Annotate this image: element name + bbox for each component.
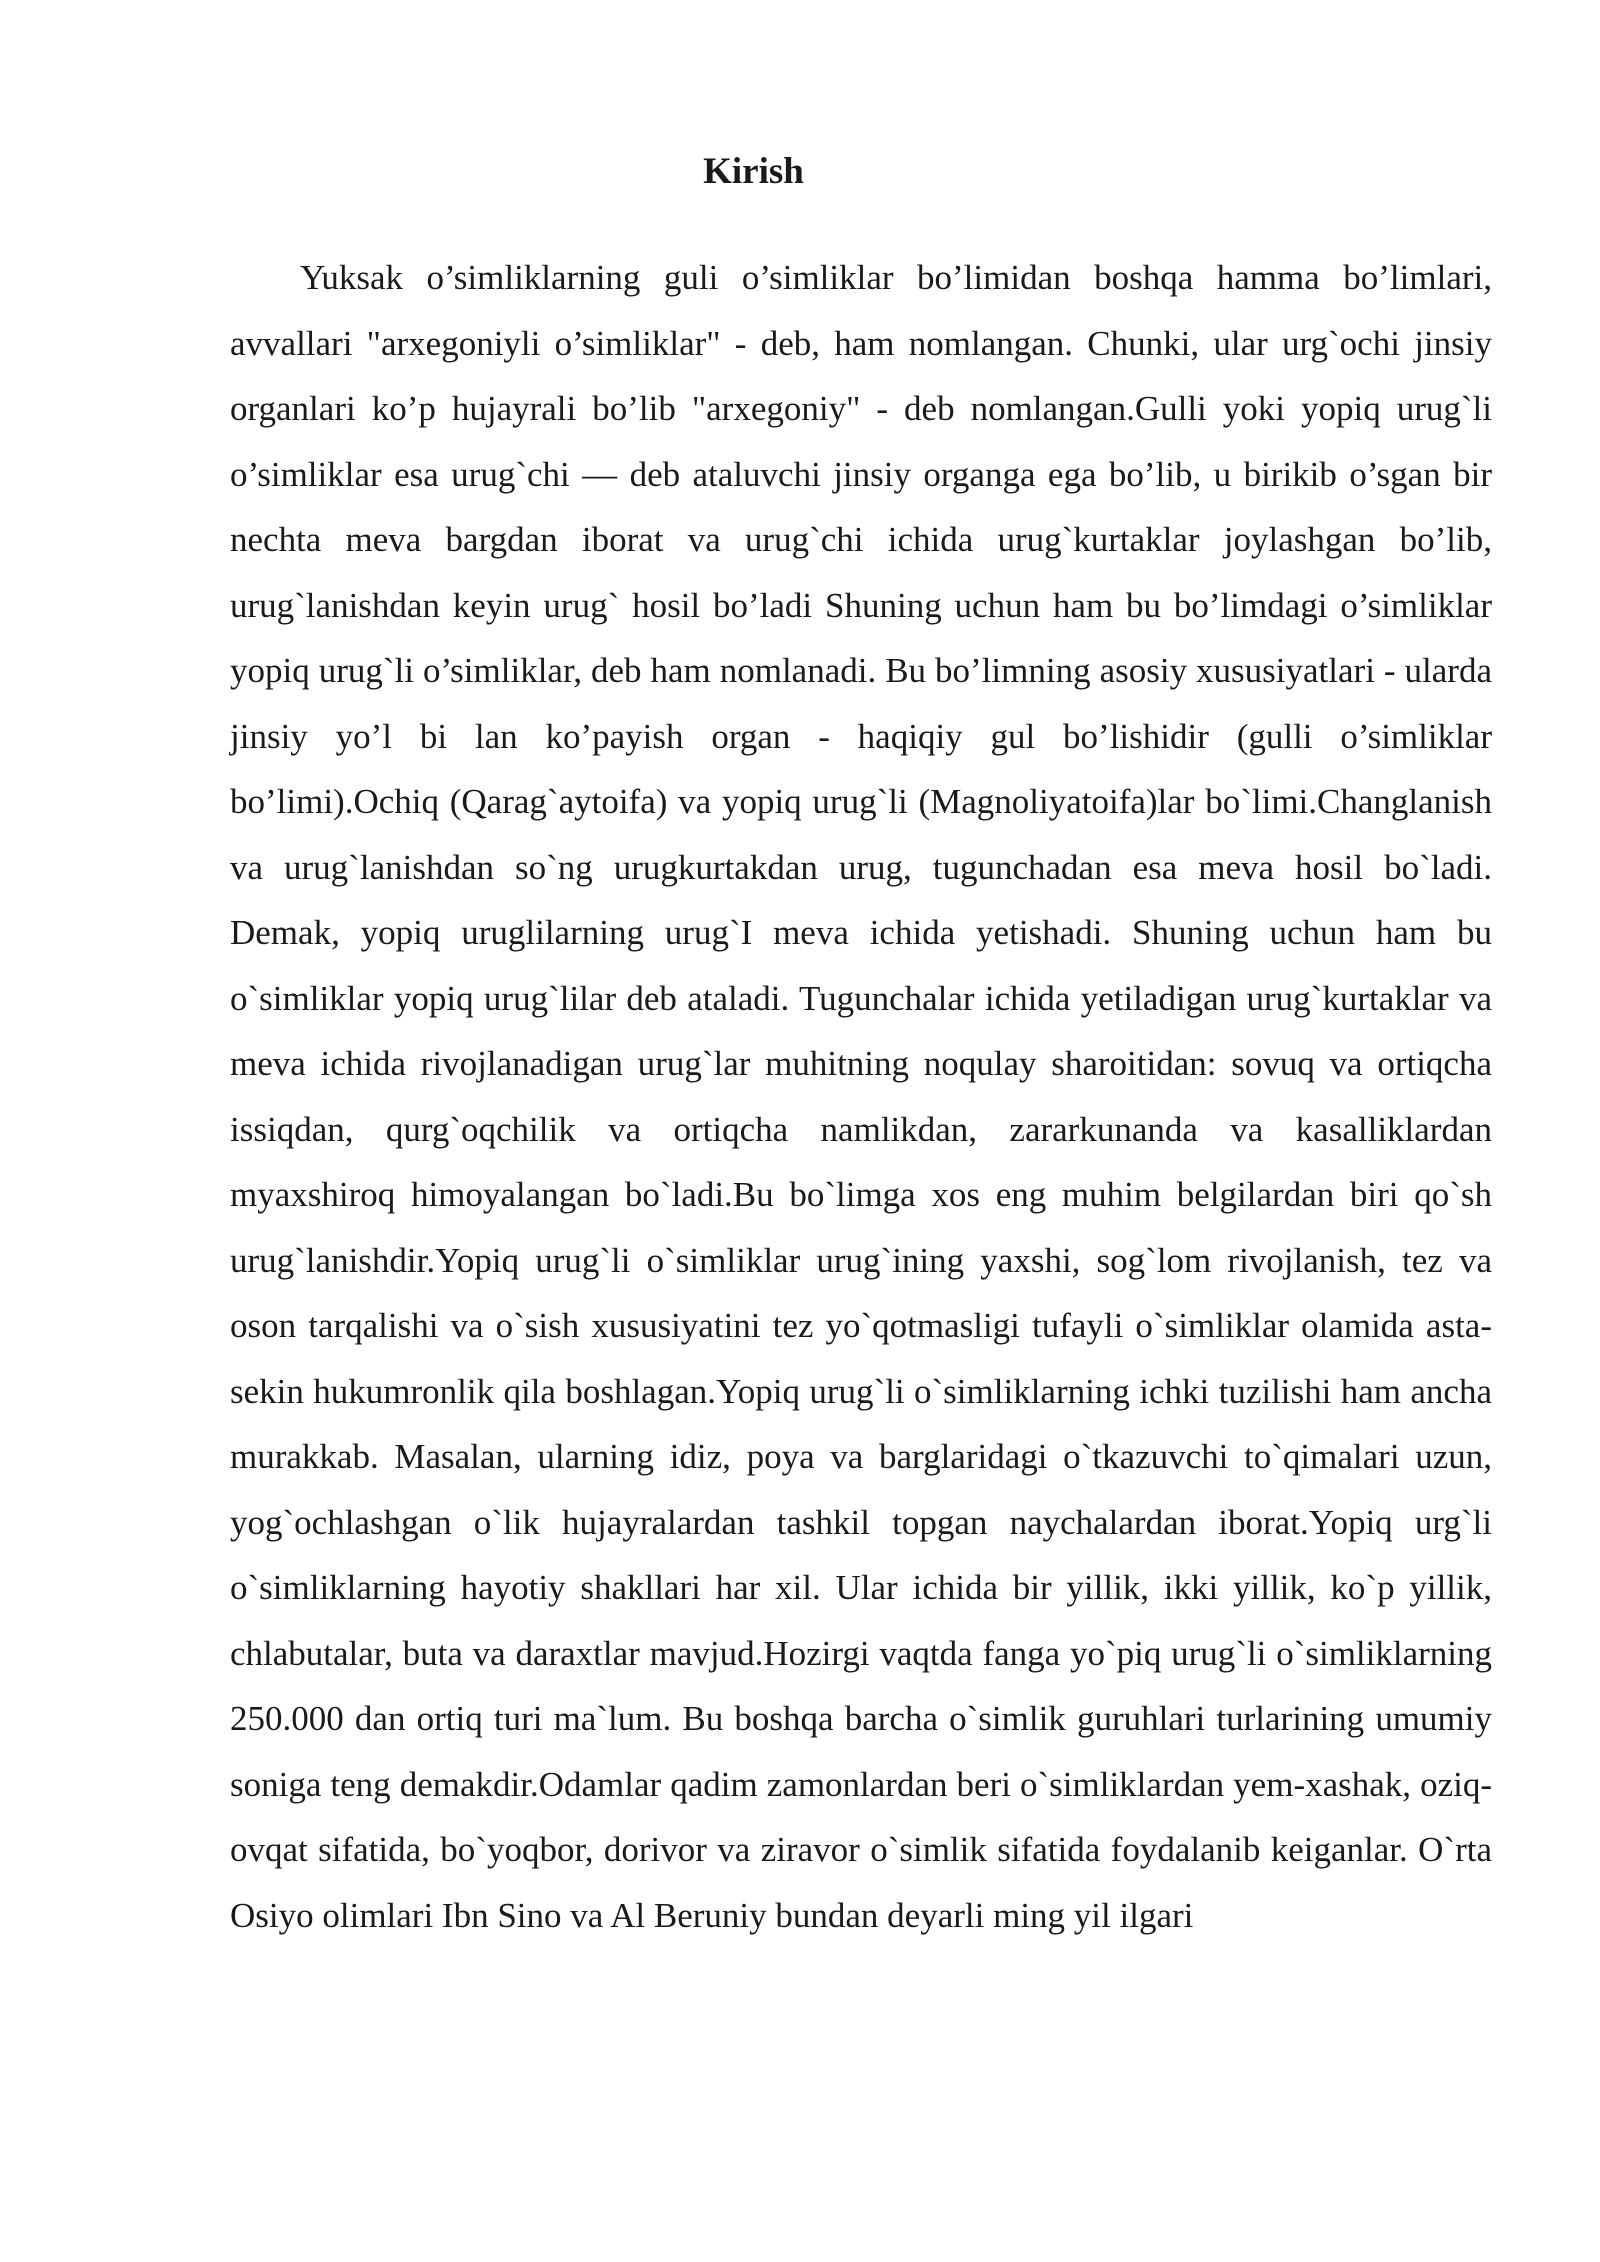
page-title: Kirish: [703, 151, 804, 192]
body-paragraph: Yuksak o’simliklarning guli o’simliklar bo’limidan boshqa hamma bo’limlari, avvallari "arxegoniyli o’simliklar" - deb, ham nomlangan. Chunki, ular urg`ochi jinsiy organlari ko’p hujayrali bo’lib "arxegoniy" - deb nomlangan.Gulli yoki yopiq urug`li o’simliklar esa urug`chi — deb ataluvchi jinsiy organga ega bo’lib, u birikib o’sgan bir nechta meva bargdan iborat va urug`chi ichida urug`kurtaklar joylashgan bo’lib, urug`lanishdan keyin urug` hosil bo’ladi Shuning uchun ham bu bo’limdagi o’simliklar yopiq urug`li o’simliklar, deb ham nomlanadi. Bu bo’limning asosiy xususiyatlari - ularda jinsiy yo’l bi lan ko’payish organ - haqiqiy gul bo’lishidir (gulli o’simliklar bo’limi).Ochiq (Qarag`aytoifa) va yopiq urug`li (Magnoliyatoifa)lar bo`limi.Changlanish va urug`lanishdan so`ng urugkurtakdan urug, tugunchadan esa meva hosil bo`ladi. Demak, yopiq uruglilarning urug`I meva ichida yetishadi. Shuning uchun ham bu o`simliklar yopiq urug`lilar deb ataladi. Tugunchalar ichida yetiladigan urug`kurtaklar va meva ichida rivojlanadigan urug`lar muhitning noqulay sharoitidan: sovuq va ortiqcha issiqdan, qurg`oqchilik va ortiqcha namlikdan, zararkunanda va kasalliklardan myaxshiroq himoyalangan bo`ladi.Bu bo`limga xos eng muhim belgilardan biri qo`sh urug`lanishdir.Yopiq urug`li o`simliklar urug`ining yaxshi, sog`lom rivojlanish, tez va oson tarqalishi va o`sish xususiyatini tez yo`qotmasligi tufayli o`simliklar olamida asta-sekin hukumronlik qila boshlagan.Yopiq urug`li o`simliklarning ichki tuzilishi ham ancha murakkab. Masalan, ularning idiz, poya va barglaridagi o`tkazuvchi to`qimalari uzun, yog`ochlashgan o`lik hujayralardan tashkil topgan naychalardan iborat.Yopiq urg`li o`simliklarning hayotiy shakllari har xil. Ular ichida bir yillik, ikki yillik, ko`p yillik, chlabutalar, buta va daraxtlar mavjud.Hozirgi vaqtda fanga yo`piq urug`li o`simliklarning 250.000 dan ortiq turi ma`lum. Bu boshqa barcha o`simlik guruhlari turlarining umumiy soniga teng demakdir.Odamlar qadim zamonlardan beri o`simliklardan yem-xashak, oziq-ovqat sifatida, bo`yoqbor, dorivor va ziravor o`simlik sifatida foydalanib keiganlar. O`rta Osiyo olimlari Ibn Sino va Al Beruniy bundan deyarli ming yil ilgari: [230, 258, 1492, 1935]
